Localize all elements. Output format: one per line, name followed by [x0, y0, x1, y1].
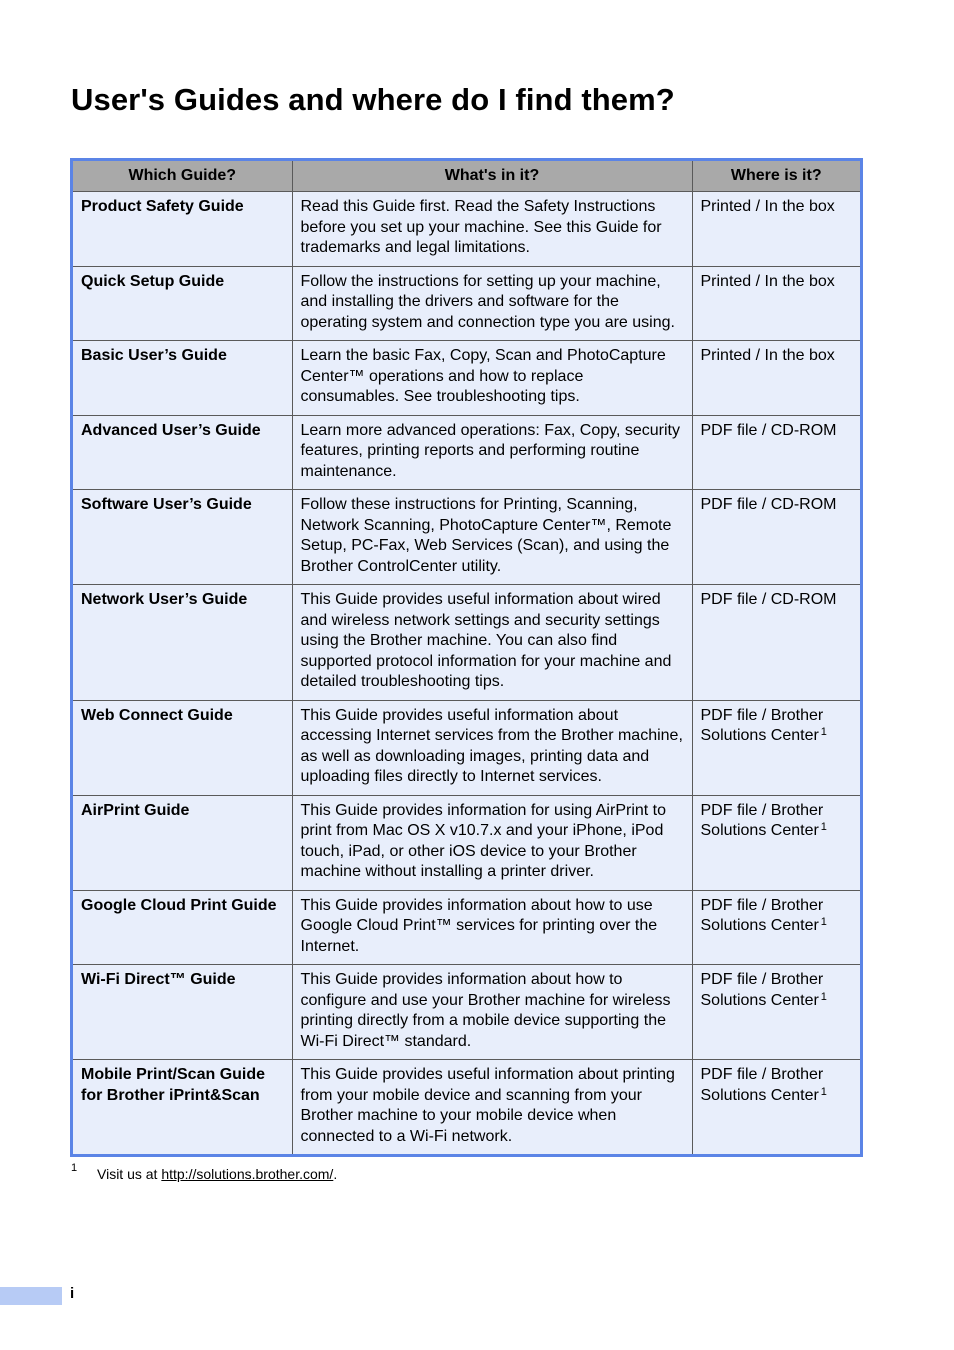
guide-name-cell: Product Safety Guide	[73, 192, 292, 267]
guide-contents-cell: This Guide provides information for using AirPrint to print from Mac OS X v10.7.x and your iPhone, iPod touch, iPad, or other iOS device to your Brother machine without installing a printer driver.	[292, 795, 692, 890]
page-tab-marker	[0, 1287, 62, 1305]
footnote-reference: 1	[820, 990, 827, 1003]
guide-name-cell: Wi-Fi Direct™ Guide	[73, 965, 292, 1060]
guides-table-frame	[70, 158, 863, 1157]
table-row	[73, 965, 860, 1060]
guide-location-cell	[692, 341, 860, 416]
guide-location-text: PDF file / Brother Solutions Center	[700, 971, 824, 1009]
guide-name-cell: Basic User’s Guide	[73, 341, 292, 416]
guide-location-text: Printed / In the box	[700, 272, 835, 290]
guide-contents-cell: This Guide provides information about how to configure and use your Brother machine for wireless printing directly from a mobile device supporting the Wi-Fi Direct™ standard.	[292, 965, 692, 1060]
footnote-reference: 1	[820, 916, 827, 928]
guide-location-text: Printed / In the box	[700, 347, 835, 364]
page-number: i	[70, 1285, 75, 1302]
guide-contents-cell: Follow these instructions for Printing, Scanning, Network Scanning, PhotoCapture Center™, Remote Setup, PC-Fax, Web Services (Scan), and using the Brother ControlCenter utility.	[292, 490, 692, 585]
guide-name-cell: Network User’s Guide	[73, 585, 292, 701]
guide-location-text: PDF file / Brother Solutions Center	[700, 896, 824, 934]
table-row	[73, 890, 860, 965]
guide-location-text: PDF file / CD-ROM	[700, 591, 837, 608]
solutions-center-link[interactable]: http://solutions.brother.com/	[161, 1166, 334, 1182]
guide-contents-cell: Learn the basic Fax, Copy, Scan and PhotoCapture Center™ operations and how to replace consumables. See troubleshooting tips.	[292, 341, 692, 416]
guide-name-cell: AirPrint Guide	[73, 795, 292, 890]
guide-name-cell: Advanced User’s Guide	[73, 415, 292, 490]
guide-contents-cell: This Guide provides information about how to use Google Cloud Print™ services for printing over the Internet.	[292, 890, 692, 965]
table-row	[73, 795, 860, 890]
guide-contents-cell: Follow the instructions for setting up your machine, and installing the drivers and software for the operating system and connection type you are using.	[292, 266, 692, 341]
table-row	[73, 341, 860, 416]
footnote-text	[97, 1166, 337, 1182]
footnote-suffix: .	[333, 1166, 338, 1182]
table-row	[73, 585, 860, 701]
footnote-reference: 1	[820, 821, 827, 833]
guide-location-cell	[692, 192, 860, 267]
guide-location-cell	[692, 1060, 860, 1155]
guide-location-cell	[692, 585, 860, 701]
header-where-is-it: Where is it?	[692, 161, 860, 192]
guide-location-text: PDF file / Brother Solutions Center	[700, 801, 824, 839]
guide-location-text: PDF file / CD-ROM	[700, 421, 837, 439]
footnote-reference: 1	[820, 726, 827, 738]
guide-name-cell: Mobile Print/Scan Guide for Brother iPrint&Scan	[73, 1060, 292, 1155]
guide-location-text: PDF file / CD-ROM	[700, 496, 837, 513]
guide-contents-cell: Read this Guide first. Read the Safety Instructions before you set up your machine. See this Guide for trademarks and legal limitations.	[292, 192, 692, 267]
guide-contents-cell: This Guide provides useful information about wired and wireless network settings and security settings using the Brother machine. You can also find supported protocol information for your machine and detailed troubleshooting tips.	[292, 585, 692, 701]
guide-contents-cell: Learn more advanced operations: Fax, Copy, security features, printing reports and performing routine maintenance.	[292, 415, 692, 490]
footnote-prefix: Visit us at	[97, 1166, 162, 1182]
guide-name-cell: Web Connect Guide	[73, 700, 292, 795]
guide-location-cell	[692, 965, 860, 1060]
guide-location-cell	[692, 890, 860, 965]
table-header-row	[73, 161, 860, 192]
table-row	[73, 415, 860, 490]
table-row	[73, 192, 860, 267]
guide-location-cell	[692, 266, 860, 341]
header-whats-in-it: What's in it?	[292, 161, 692, 192]
footnote-reference: 1	[820, 1085, 827, 1098]
guide-location-cell	[692, 700, 860, 795]
table-row	[73, 490, 860, 585]
guide-location-cell	[692, 415, 860, 490]
header-which-guide: Which Guide?	[73, 161, 292, 192]
guide-name-cell: Software User’s Guide	[73, 490, 292, 585]
guide-name-cell: Quick Setup Guide	[73, 266, 292, 341]
footnote-mark: 1	[71, 1162, 78, 1174]
guide-location-text: Printed / In the box	[700, 198, 835, 215]
guide-contents-cell: This Guide provides useful information about accessing Internet services from the Brother machine, as well as downloading images, printing data and uploading files directly to Internet services.	[292, 700, 692, 795]
guide-location-text: PDF file / Brother Solutions Center	[700, 1066, 824, 1104]
guide-contents-cell: This Guide provides useful information about printing from your mobile device and scanning from your Brother machine to your mobile device when connected to a Wi-Fi network.	[292, 1060, 692, 1155]
page-title: User's Guides and where do I find them?	[71, 82, 675, 117]
guides-table	[73, 161, 860, 1154]
table-row	[73, 700, 860, 795]
guide-location-cell	[692, 795, 860, 890]
table-row	[73, 1060, 860, 1155]
guides-table-body	[73, 192, 860, 1155]
guide-location-cell	[692, 490, 860, 585]
table-row	[73, 266, 860, 341]
guide-name-cell: Google Cloud Print Guide	[73, 890, 292, 965]
guide-location-text: PDF file / Brother Solutions Center	[700, 706, 824, 744]
